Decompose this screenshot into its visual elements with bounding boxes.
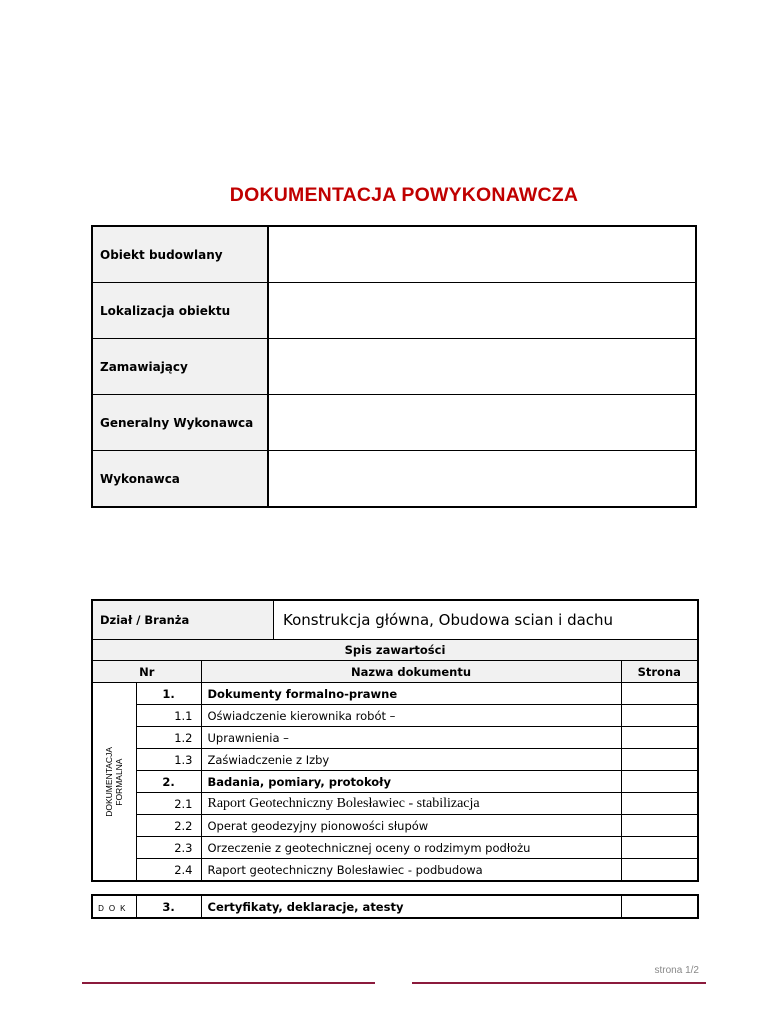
row-page: [621, 837, 698, 859]
row-name: Raport geotechniczny Bolesławiec - podbudowa: [201, 859, 621, 882]
row-nr: 1.3: [136, 749, 201, 771]
row-page: [621, 793, 698, 815]
info-label: Lokalizacja obiektu: [92, 283, 268, 339]
row-name: Uprawnienia –: [201, 727, 621, 749]
info-label: Obiekt budowlany: [92, 226, 268, 283]
table-row: [92, 727, 698, 749]
contents-table: [91, 599, 699, 882]
row-nr: 3.: [136, 895, 201, 918]
document-title: DOKUMENTACJA POWYKONAWCZA: [229, 184, 579, 206]
info-value[interactable]: [268, 283, 696, 339]
info-value[interactable]: [268, 226, 696, 283]
row-page: [621, 727, 698, 749]
header-nr: Nr: [92, 661, 201, 683]
table-row: [92, 837, 698, 859]
row-nr: 1.: [136, 683, 201, 705]
row-name: Zaświadczenie z Izby: [201, 749, 621, 771]
row-name: Oświadczenie kierownika robót –: [201, 705, 621, 727]
row-nr: 2.3: [136, 837, 201, 859]
row-page: [621, 771, 698, 793]
footer-rule-right: [412, 982, 706, 984]
info-row: [92, 226, 696, 283]
info-row: [92, 451, 696, 508]
row-nr: 1.2: [136, 727, 201, 749]
table-row: [92, 859, 698, 882]
row-page: [621, 683, 698, 705]
row-name: Raport Geotechniczny Bolesławiec - stabilizacja: [201, 793, 621, 815]
row-page: [621, 815, 698, 837]
row-page: [621, 705, 698, 727]
row-name: Badania, pomiary, protokoły: [201, 771, 621, 793]
section-label: DOKUMENTACJA FORMALNA: [104, 746, 125, 817]
row-name: Certyfikaty, deklaracje, atesty: [201, 895, 621, 918]
table-row: [92, 895, 698, 918]
header-page: Strona: [621, 661, 698, 683]
row-page: [621, 749, 698, 771]
table-row: [92, 771, 698, 793]
dzial-label: Dział / Branża: [92, 600, 621, 640]
info-row: [92, 395, 696, 451]
section-label-cell: [92, 683, 136, 882]
info-value[interactable]: [268, 451, 696, 508]
certificates-table: [91, 894, 699, 919]
table-row: [92, 815, 698, 837]
info-value[interactable]: [268, 339, 696, 395]
dzial-value: Konstrukcja główna, Obudowa scian i dachu: [273, 601, 695, 639]
info-value[interactable]: [268, 395, 696, 451]
info-label: Wykonawca: [92, 451, 268, 508]
info-row: [92, 283, 696, 339]
row-nr: 2.4: [136, 859, 201, 882]
row-name: Orzeczenie z geotechnicznej oceny o rodzimym podłożu: [201, 837, 621, 859]
table-row: [92, 683, 698, 705]
spis-heading: Spis zawartości: [92, 640, 698, 661]
row-nr: 2.1: [136, 793, 201, 815]
row-nr: 2.2: [136, 815, 201, 837]
info-label: Zamawiający: [92, 339, 268, 395]
row-nr: 2.: [136, 771, 201, 793]
row-page: [621, 859, 698, 882]
info-row: [92, 339, 696, 395]
table-row: [92, 705, 698, 727]
project-info-table: [91, 225, 697, 508]
footer-rule-left: [82, 982, 375, 984]
row-name: Operat geodezyjny pionowości słupów: [201, 815, 621, 837]
table-row: [92, 749, 698, 771]
info-label: Generalny Wykonawca: [92, 395, 268, 451]
row-nr: 1.1: [136, 705, 201, 727]
table-row: [92, 793, 698, 815]
page-number: strona 1/2: [654, 965, 699, 976]
spis-row: [92, 640, 698, 661]
header-name: Nazwa dokumentu: [201, 661, 621, 683]
row-name: Dokumenty formalno-prawne: [201, 683, 621, 705]
header-row: [92, 661, 698, 683]
row-page: [621, 895, 698, 918]
cert-side-label: DOK: [92, 895, 136, 918]
